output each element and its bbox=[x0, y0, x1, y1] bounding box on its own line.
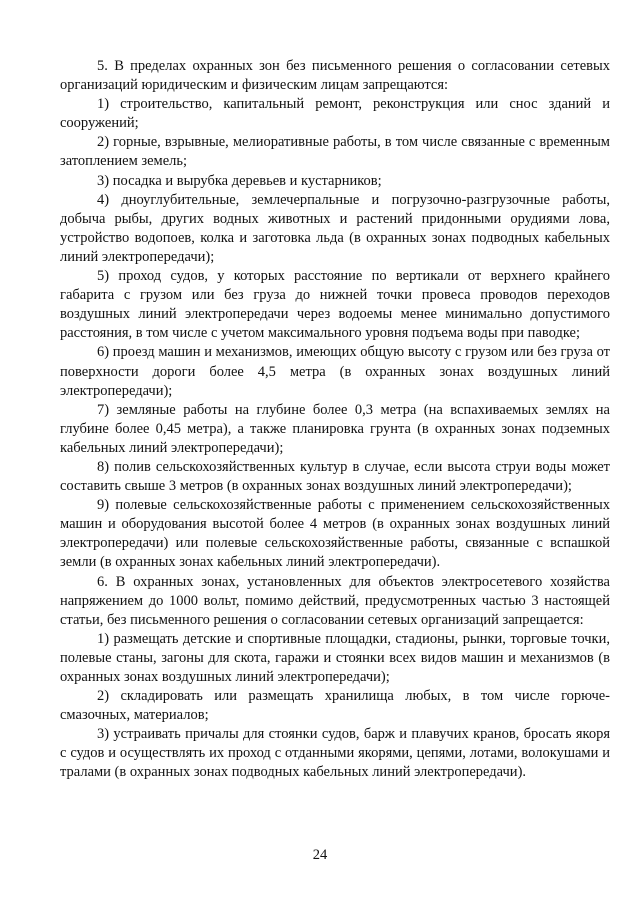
paragraph-section-6-item-3: 3) устраивать причалы для стоянки судов, барж и плавучих кранов, бросать якоря с судов и осуществлять их проход с отданными якорями, цепями, лотами, волокушами и тралами (в охранных зонах подводных кабельных линий электропередачи). bbox=[60, 726, 610, 781]
paragraph-item-4: 4) дноуглубительные, землечерпальные и погрузочно-разгрузочные работы, добыча рыбы, других водных животных и растений придонными орудиями лова, устройство водопоев, колка и заготовка льда (в охранных зонах подводных кабельных линий электропередачи); bbox=[60, 191, 610, 265]
page-number: 24 bbox=[312, 847, 328, 863]
paragraph-section-6-item-2: 2) складировать или размещать хранилища любых, в том числе горюче-смазочных, материалов; bbox=[60, 688, 610, 724]
paragraph-item-8: 8) полив сельскохозяйственных культур в случае, если высота струи воды может составить свыше 3 метров (в охранных зонах воздушных линий электропередачи); bbox=[60, 458, 610, 495]
paragraph-item-1: 1) строительство, капитальный ремонт, реконструкция или снос зданий и сооружений; bbox=[60, 96, 610, 132]
paragraph-item-2: 2) горные, взрывные, мелиоративные работы, в том числе связанные с временным затоплением земель; bbox=[60, 134, 610, 170]
paragraph-section-5-intro: 5. В пределах охранных зон без письменного решения о согласовании сетевых организаций юридическим и физическим лицам запрещаются: bbox=[60, 58, 610, 94]
paragraph-item-6: 6) проезд машин и механизмов, имеющих общую высоту с грузом или без груза от поверхности дороги более 4,5 метра (в охранных зонах воздушных линий электропередачи); bbox=[60, 344, 610, 399]
paragraph-section-6-item-1: 1) размещать детские и спортивные площадки, стадионы, рынки, торговые точки, полевые станы, загоны для скота, гаражи и стоянки всех видов машин и механизмов (в охранных зонах воздушных линий электропередачи); bbox=[60, 630, 610, 685]
body-text bbox=[60, 57, 610, 783]
paragraph-section-6-intro: 6. В охранных зонах, установленных для объектов электросетевого хозяйства напряжением до 1000 вольт, помимо действий, предусмотренных частью 3 настоящей статьи, без письменного решения о согласовании сетевых организаций запрещается: bbox=[60, 573, 610, 628]
paragraph-item-5: 5) проход судов, у которых расстояние по вертикали от верхнего крайнего габарита с грузом или без груза до нижней точки провеса проводов переходов воздушных линий электропередачи через водоемы менее минимально допустимого расстояния, в том числе с учетом максимального уровня подъема воды при паводке; bbox=[60, 268, 610, 342]
paragraph-item-7: 7) земляные работы на глубине более 0,3 метра (на вспахиваемых землях на глубине более 0,45 метра), а также планировка грунта (в охранных зонах подземных кабельных линий электропередачи); bbox=[60, 401, 610, 456]
paragraph-item-9: 9) полевые сельскохозяйственные работы с применением сельскохозяйственных машин и оборудования высотой более 4 метров (в охранных зонах воздушных линий электропередачи) или полевые сельскохозяйственные работы, связанные с вспашкой земли (в охранных зонах кабельных линий электропередачи). bbox=[60, 497, 610, 571]
paragraph-item-3: 3) посадка и вырубка деревьев и кустарников; bbox=[97, 172, 382, 189]
